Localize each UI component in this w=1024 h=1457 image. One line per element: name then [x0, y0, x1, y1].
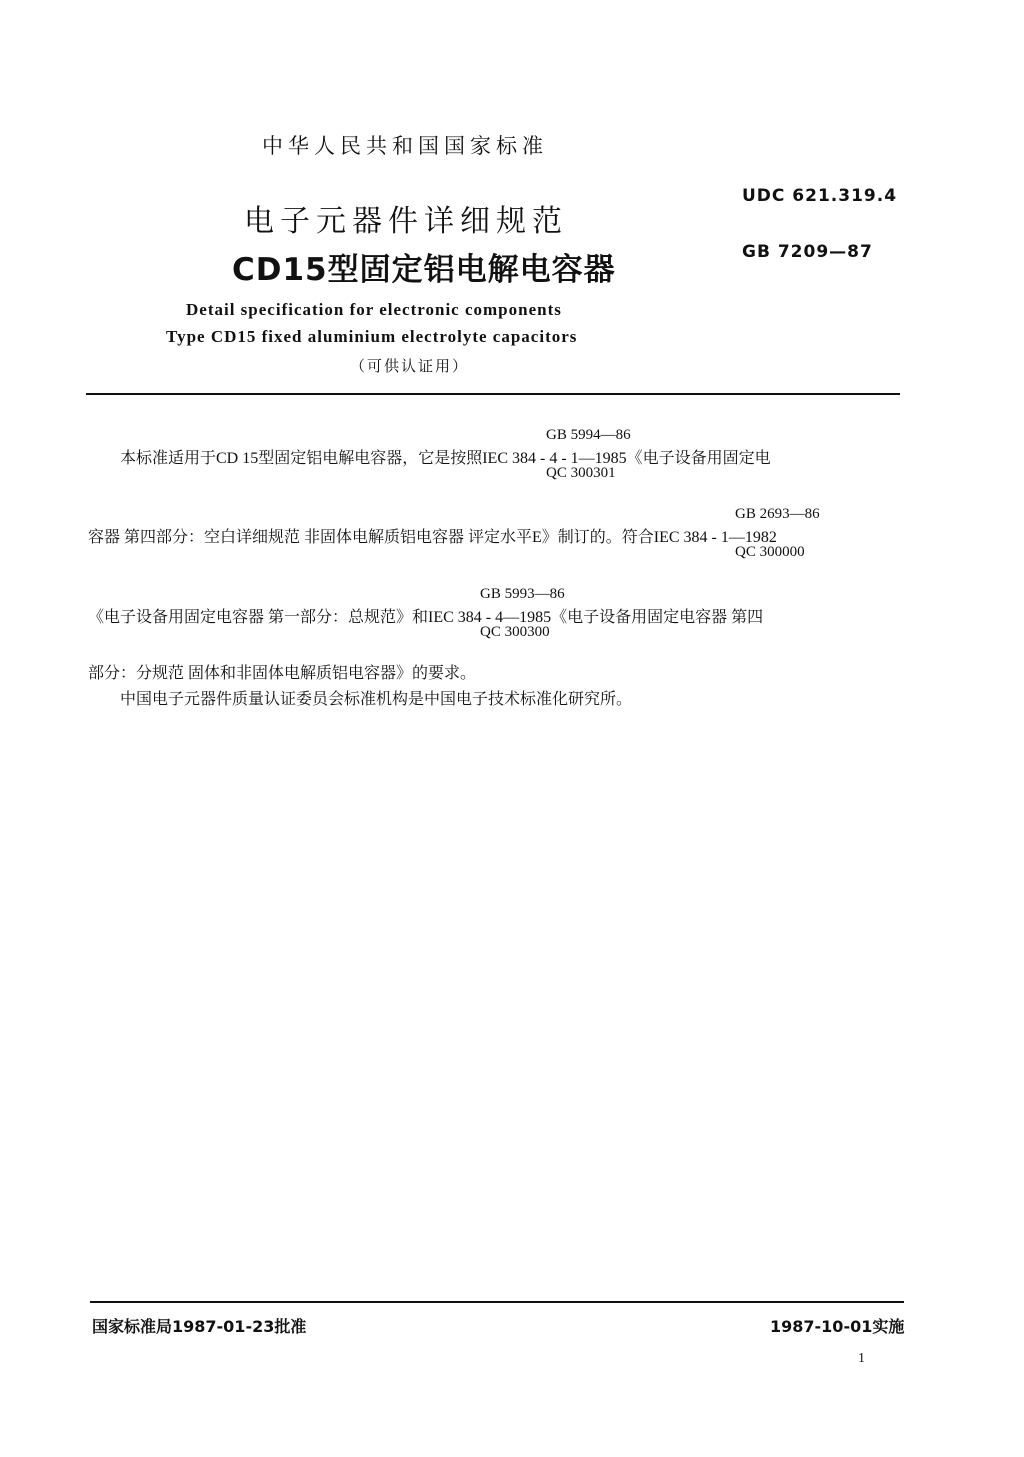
approval-date: 国家标准局1987-01-23批准: [92, 1317, 307, 1336]
body-para4: 部分：分规范 固体和非固体电解质铝电容器》的要求。: [88, 665, 477, 682]
footer-divider: [90, 1301, 904, 1303]
udc-code: UDC 621.319.4: [742, 186, 898, 206]
ref-qc-300000: QC 300000: [735, 544, 805, 560]
body-para5: 中国电子元器件质量认证委员会标准机构是中国电子技术标准化研究所。: [120, 691, 633, 708]
effective-date: 1987-10-01实施: [770, 1317, 905, 1336]
page-number: 1: [858, 1351, 865, 1366]
body-para3: 《电子设备用固定电容器 第一部分：总规范》和IEC 384 - 4—1985《电子设备用固定电容器 第四: [88, 609, 764, 626]
title-cn-line2: CD15型固定铝电解电容器: [232, 252, 616, 288]
ref-qc-300301: QC 300301: [546, 465, 616, 481]
gb-standard-number: GB 7209—87: [742, 242, 873, 262]
ref-gb-5994: GB 5994—86: [546, 427, 631, 443]
subtitle-certification: （可供认证用）: [350, 357, 470, 375]
country-standard-heading: 中华人民共和国国家标准: [262, 134, 548, 158]
ref-gb-5993: GB 5993—86: [480, 586, 565, 602]
header-divider: [86, 393, 900, 395]
body-para1: 本标准适用于CD 15型固定铝电解电容器，它是按照IEC 384 - 4 - 1—1985《电子设备用固定电: [120, 450, 771, 467]
body-para2: 容器 第四部分：空白详细规范 非固体电解质铝电容器 评定水平E》制订的。符合IEC 384 - 1—1982: [88, 529, 777, 546]
ref-gb-2693: GB 2693—86: [735, 506, 820, 522]
title-en-line2: Type CD15 fixed aluminium electrolyte capacitors: [166, 327, 578, 346]
title-en-line1: Detail specification for electronic components: [186, 300, 562, 319]
ref-qc-300300: QC 300300: [480, 624, 550, 640]
title-cn-line1: 电子元器件详细规范: [244, 204, 568, 239]
